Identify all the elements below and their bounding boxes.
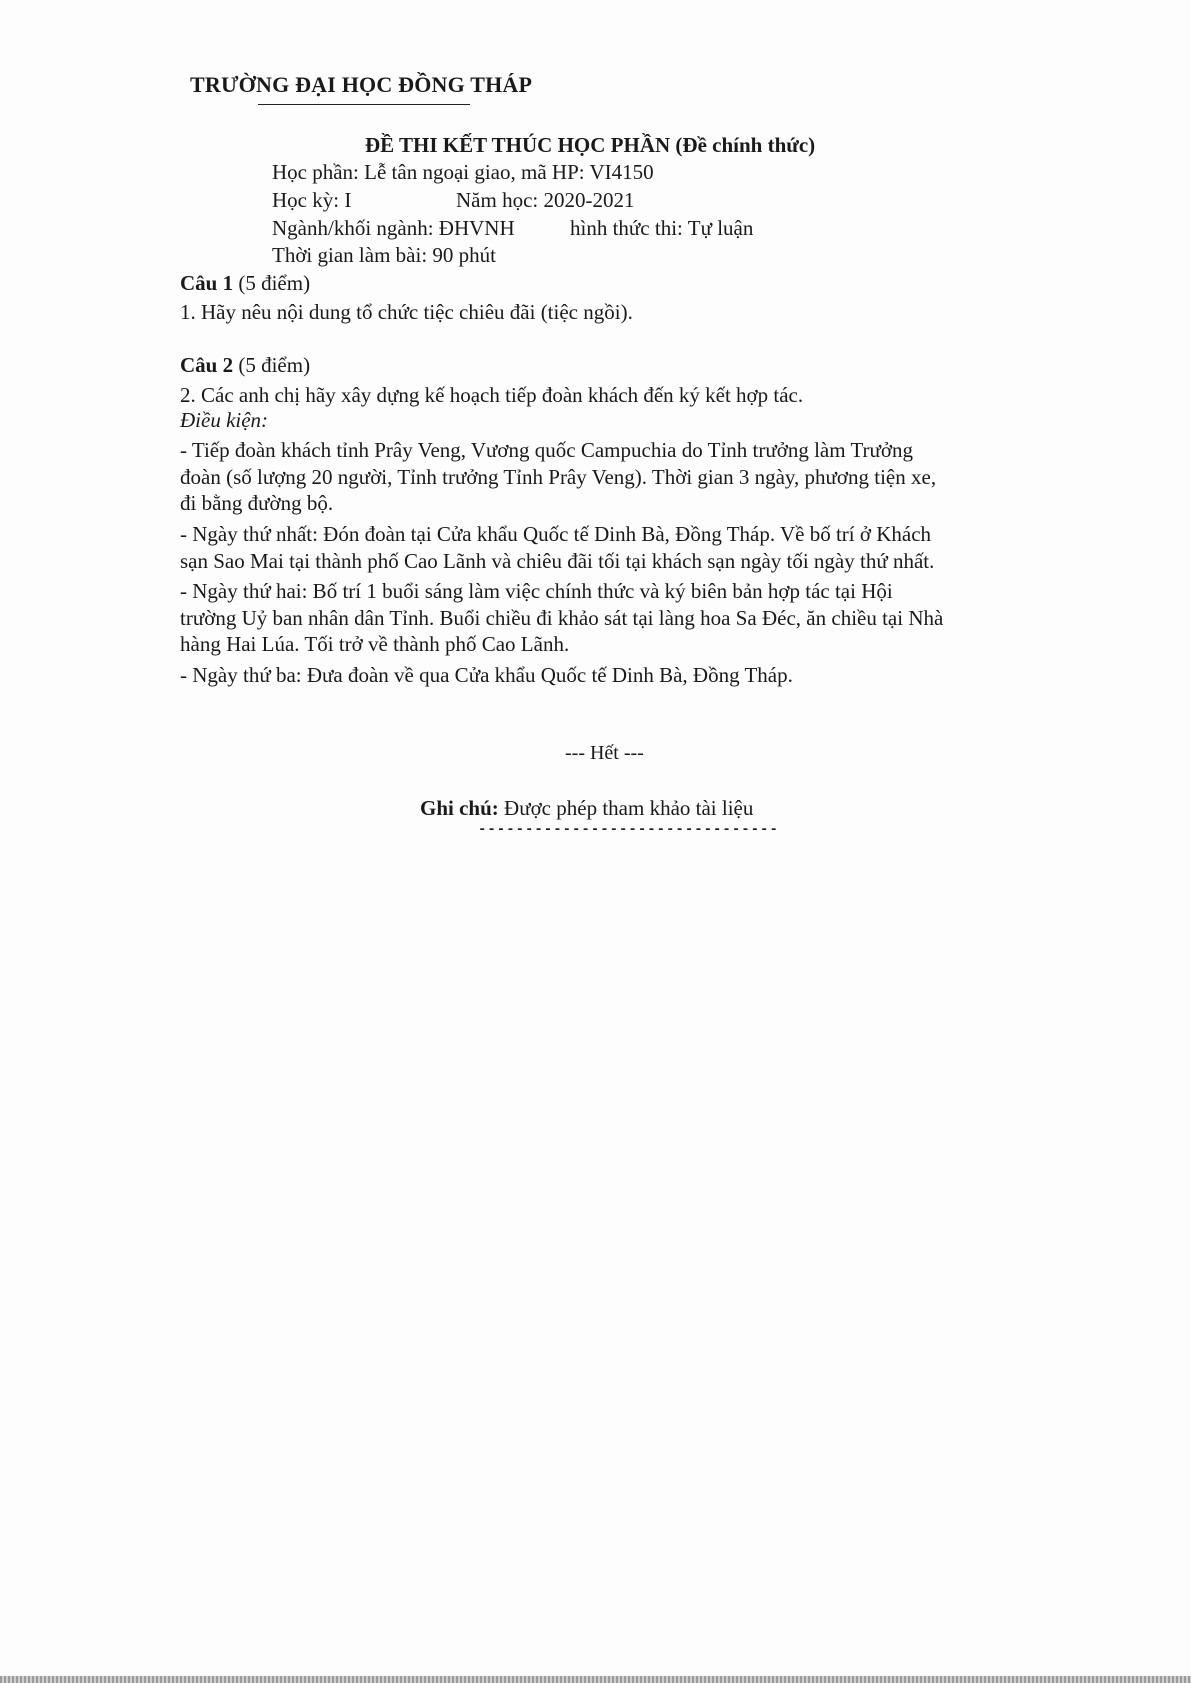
condition-line: - Ngày thứ ba: Đưa đoàn về qua Cửa khẩu Quốc tế Dinh Bà, Đồng Tháp.: [180, 663, 793, 687]
question-2-label: Câu 2: [180, 353, 234, 377]
condition-line: - Ngày thứ hai: Bố trí 1 buổi sáng làm việc chính thức và ký biên bản hợp tác tại Hội: [180, 579, 893, 603]
condition-line: đi bằng đường bộ.: [180, 491, 334, 515]
exam-title: [365, 133, 815, 158]
question-1-text: 1. Hãy nêu nội dung tổ chức tiệc chiêu đãi (tiệc ngồi).: [180, 300, 633, 324]
conditions-label: Điều kiện:: [180, 408, 269, 432]
question-1-label: Câu 1: [180, 271, 234, 295]
exam-title-main: ĐỀ THI KẾT THÚC HỌC PHẦN: [365, 133, 671, 157]
school-underline: [258, 104, 470, 105]
end-mark: --- Hết ---: [565, 742, 644, 764]
note-label: Ghi chú:: [420, 796, 499, 820]
question-1-points: (5 điểm): [238, 271, 311, 295]
question-2-points: (5 điểm): [238, 353, 311, 377]
course-line: Học phần: Lễ tân ngoại giao, mã HP: VI4150: [272, 160, 654, 184]
school-name: TRƯỜNG ĐẠI HỌC ĐỒNG THÁP: [190, 72, 533, 97]
major: Ngành/khối ngành: ĐHVNH: [272, 216, 515, 240]
condition-line: - Tiếp đoàn khách tỉnh Prây Veng, Vương quốc Campuchia do Tỉnh trưởng làm Trưởng: [180, 438, 914, 462]
duration: Thời gian làm bài: 90 phút: [272, 243, 496, 267]
condition-line: - Ngày thứ nhất: Đón đoàn tại Cửa khẩu Quốc tế Dinh Bà, Đồng Tháp. Về bố trí ở Khách: [180, 522, 932, 546]
note: [420, 796, 753, 821]
question-2-text: 2. Các anh chị hãy xây dựng kế hoạch tiếp đoàn khách đến ký kết hợp tác.: [180, 383, 804, 407]
school-year: Năm học: 2020-2021: [456, 188, 635, 212]
condition-line: trường Uỷ ban nhân dân Tỉnh. Buổi chiều đi khảo sát tại làng hoa Sa Đéc, ăn chiều tại Nhà: [180, 606, 944, 630]
condition-line: hàng Hai Lúa. Tối trở về thành phố Cao Lãnh.: [180, 632, 570, 656]
question-2-heading: [180, 353, 310, 378]
exam-title-note: (Đề chính thức): [675, 133, 816, 157]
condition-line: sạn Sao Mai tại thành phố Cao Lãnh và chiêu đãi tối tại khách sạn ngày tối ngày thứ nhất.: [180, 549, 935, 573]
note-rule: --------------------------------: [478, 822, 779, 838]
semester: Học kỳ: I: [272, 188, 352, 212]
note-text: Được phép tham khảo tài liệu: [498, 796, 754, 820]
question-1-heading: [180, 271, 310, 296]
scan-bottom-edge: [0, 1676, 1191, 1683]
exam-form: hình thức thi: Tự luận: [570, 216, 754, 240]
condition-line: đoàn (số lượng 20 người, Tỉnh trưởng Tỉnh Prây Veng). Thời gian 3 ngày, phương tiện xe,: [180, 465, 937, 489]
